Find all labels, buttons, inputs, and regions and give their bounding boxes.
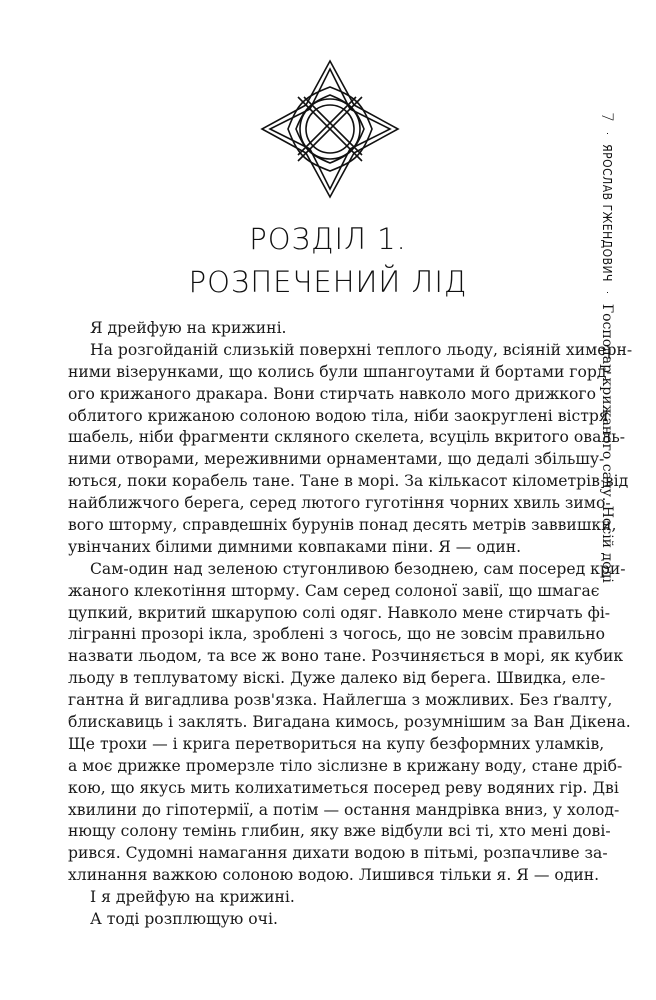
- text-line: І я дрейфую на крижині.: [90, 888, 295, 907]
- chapter-title: РОЗПЕЧЕНИЙ ЛІД: [188, 265, 468, 299]
- text-line: вого шторму, справдешніх бурунів понад десять метрів заввишки,: [68, 516, 617, 535]
- page-number: 7: [598, 112, 617, 123]
- text-line: увінчаних білими димними ковпаками піни. Я — один.: [68, 537, 522, 556]
- chapter-number: РОЗДІЛ 1.: [249, 222, 407, 256]
- text-line: облитого крижаною солоною водою тіла, ніби заокруглені вістря: [68, 406, 609, 425]
- text-line: назвати льодом, та все ж воно тане. Розчиняється в морі, як кубик: [68, 647, 624, 666]
- book-title: Господар крижаного саду. Носій долі: [599, 303, 615, 583]
- text-line: найближчого берега, серед лютого гуготіння чорних хвиль зимо-: [68, 494, 611, 513]
- text-line: хвилини до гіпотермії, а потім — остання мандрівка вниз, у холод-: [68, 800, 620, 819]
- text-line: ються, поки корабель тане. Тане в морі. За кількасот кілометрів від: [68, 472, 629, 491]
- text-line: ними отворами, мереживними орнаментами, що дедалі збільшу-: [68, 450, 605, 469]
- text-line: Я дрейфую на крижині.: [90, 319, 287, 337]
- text-line: цупкий, вкритий шкарупою солі одяг. Навколо мене стирчать фі-: [68, 603, 611, 622]
- header-divider: [607, 133, 608, 134]
- text-line: жаного клекотіння шторму. Сам серед солоної завії, що шмагає: [68, 581, 600, 600]
- text-line: рився. Судомні намагання дихати водою в пітьмі, розпачливе за-: [68, 844, 608, 863]
- text-line: нющу солону темінь глибин, яку вже відбули всі ті, хто мені дові-: [68, 822, 611, 841]
- text-line: а моє дрижке промерзле тіло зіслизне в крижану воду, стане дріб-: [68, 756, 623, 775]
- text-line: шабель, ніби фрагменти скляного скелета, всуціль вкритого оваль-: [68, 428, 626, 447]
- celtic-knot-ornament: [258, 57, 402, 201]
- running-header: [598, 112, 616, 583]
- book-author: ЯРОСЛАВ ГЖЕНДОВИЧ: [600, 144, 614, 282]
- text-line: блискавиць і заклять. Вигадана кимось, розумнішим за Ван Дікена.: [68, 713, 631, 732]
- text-line: льоду в теплуватому віскі. Дуже далеко від берега. Швидка, еле-: [68, 669, 606, 688]
- text-line: ого крижаного дракара. Вони стирчать навколо мого дрижкого: [68, 384, 596, 403]
- text-line: На розгойданій слизькій поверхні теплого льоду, всіяній химерн-: [90, 340, 633, 359]
- header-divider: [607, 292, 608, 293]
- text-line: гантна й вигадлива розв'язка. Найлегша з можливих. Без ґвалту,: [68, 691, 613, 710]
- text-line: Ще трохи — і крига перетвориться на купу безформних уламків,: [68, 734, 605, 753]
- text-line: кою, що якусь мить колихатиметься посеред реву водяних гір. Дві: [68, 778, 619, 797]
- text-line: ними візерунками, що колись були шпангоутами й бортами горд-: [68, 362, 612, 381]
- text-line: Сам-один над зеленою стугонливою безоднею, сам посеред кри-: [90, 559, 626, 578]
- text-line: лігранні прозорі ікла, зроблені з чогось, що не зовсім правильно: [68, 625, 606, 644]
- text-line: хлинання важкою солоною водою. Лишився тільки я. Я — один.: [68, 866, 600, 885]
- text-line: А тоді розплющую очі.: [90, 910, 278, 929]
